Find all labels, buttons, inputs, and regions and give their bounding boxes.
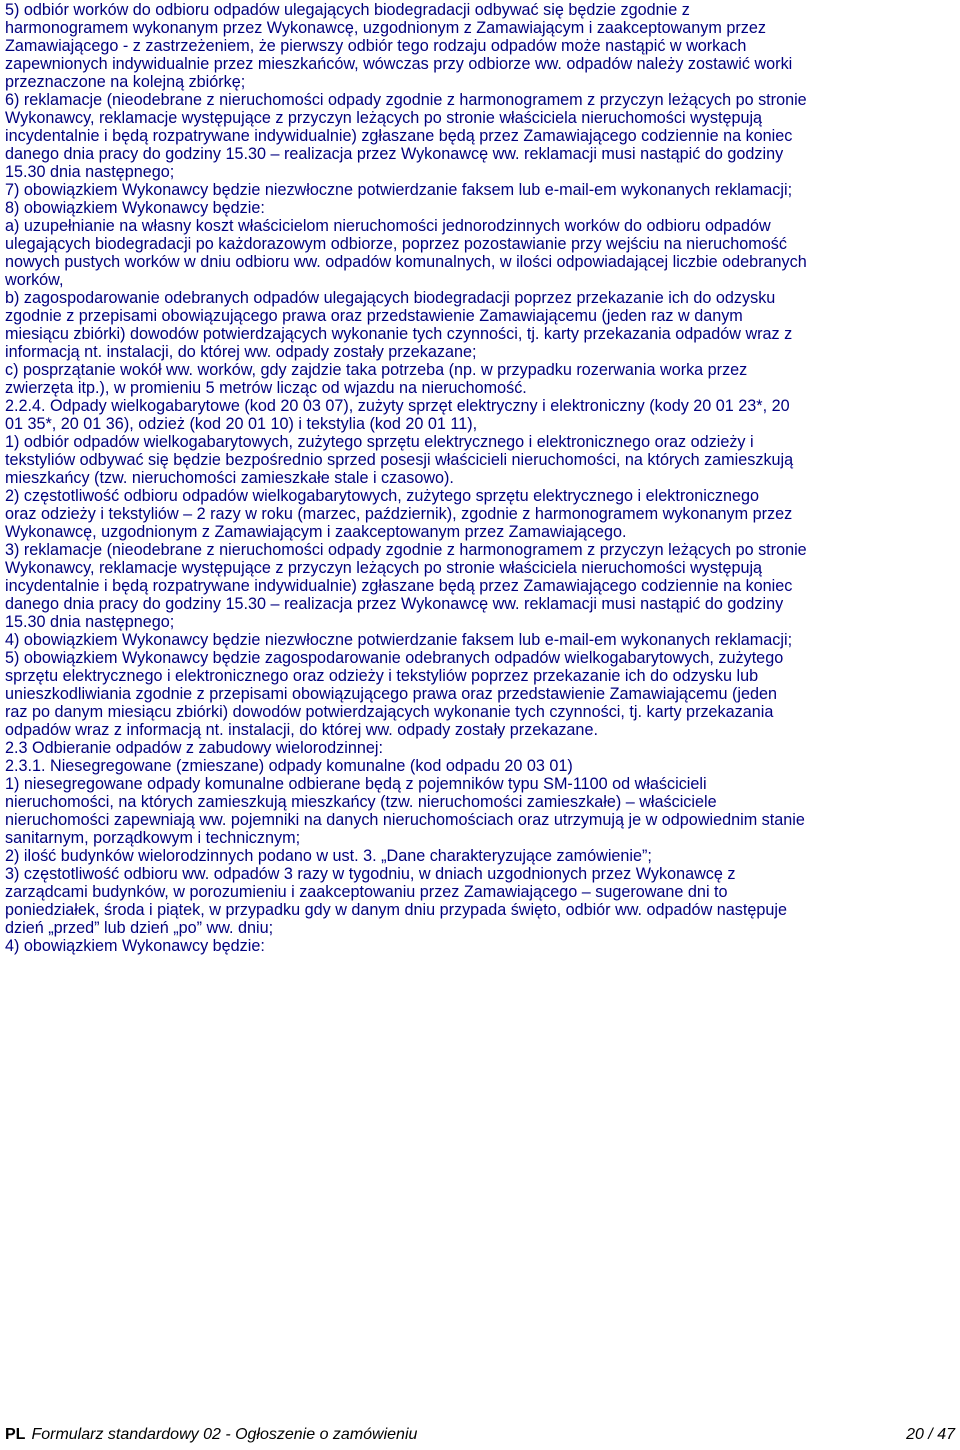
text-line: zwierzęta itp.), w promieniu 5 metrów licząc od wjazdu na nieruchomość.	[5, 379, 527, 397]
text-line: 2.2.4. Odpady wielkogabarytowe (kod 20 03 07), zużyty sprzęt elektryczny i elektroniczny (kody 20 01 23*, 20	[5, 397, 790, 415]
text-line: odpadów wraz z informacją nt. instalacji, do której ww. odpady zostały przekazane.	[5, 721, 598, 739]
text-line: miesiącu zbiórki) dowodów potwierdzających wykonanie tych czynności, tj. karty przekazania odpadów wraz z	[5, 325, 793, 343]
text-line: b) zagospodarowanie odebranych odpadów ulegających biodegradacji poprzez przekazanie ich do odzysku	[5, 289, 776, 307]
text-line: przeznaczone na kolejną zbiórkę;	[5, 73, 246, 91]
text-line: 4) obowiązkiem Wykonawcy będzie niezwłoczne potwierdzanie faksem lub e-mail-em wykonanych reklamacji;	[5, 631, 793, 649]
text-line: zapewnionych indywidualnie przez mieszkańców, wówczas przy odbiorze ww. odpadów należy zostawić worki	[5, 55, 793, 73]
text-line: danego dnia pracy do godziny 15.30 – realizacja przez Wykonawcę ww. reklamacji musi nastąpić do godziny	[5, 595, 784, 613]
text-line: zgodnie z przepisami obowiązującego prawa oraz przedstawienie Zamawiającemu (jeden raz w danym	[5, 307, 743, 325]
text-line: sprzętu elektrycznego i elektronicznego oraz odzieży i tekstyliów poprzez przekazanie ich do odzysku lub	[5, 667, 759, 685]
text-line: 5) obowiązkiem Wykonawcy będzie zagospodarowanie odebranych odpadów wielkogabarytowych, zużytego	[5, 649, 784, 667]
text-line: incydentalnie i będą rozpatrywane indywidualnie) zgłaszane będą przez Zamawiającego codziennie na koniec	[5, 577, 793, 595]
page-footer	[5, 1424, 955, 1446]
text-line: c) posprzątanie wokół ww. worków, gdy zajdzie taka potrzeba (np. w przypadku rozerwania worka przez	[5, 361, 748, 379]
text-line: 1) odbiór odpadów wielkogabarytowych, zużytego sprzętu elektrycznego i elektronicznego oraz odzieży i	[5, 433, 754, 451]
text-line: ulegających biodegradacji po każdorazowym odbiorze, poprzez pozostawianie przy wejściu na nieruchomość	[5, 235, 787, 253]
text-line: oraz odzieży i tekstyliów – 2 razy w roku (marzec, październik), zgodnie z harmonogramem wykonanym przez	[5, 505, 793, 523]
text-line: mieszkańcy (tzw. nieruchomości zamieszkałe stale i czasowo).	[5, 469, 454, 487]
text-line: nowych pustych worków w dniu odbioru ww. odpadów komunalnych, w ilości odpowiadającej liczbie odebranych	[5, 253, 807, 271]
text-line: 5) odbiór worków do odbioru odpadów ulegających biodegradacji odbywać się będzie zgodnie z	[5, 1, 690, 19]
text-line: 8) obowiązkiem Wykonawcy będzie:	[5, 199, 265, 217]
text-line: Wykonawcy, reklamacje występujące z przyczyn leżących po stronie właściciela nieruchomości występują	[5, 109, 763, 127]
document-body	[5, 1, 957, 955]
text-line: dzień „przed” lub dzień „po” ww. dniu;	[5, 919, 274, 937]
text-line: poniedziałek, środa i piątek, w przypadku gdy w danym dniu przypada święto, odbiór ww. odpadów następuje	[5, 901, 787, 919]
text-line: 2) ilość budynków wielorodzinnych podano w ust. 3. „Dane charakteryzujące zamówienie”;	[5, 847, 652, 865]
text-line: informacją nt. instalacji, do której ww. odpady zostały przekazane;	[5, 343, 477, 361]
text-line: zarządcami budynków, w porozumieniu i zaakceptowaniu przez Zamawiającego – sugerowane dni to	[5, 883, 728, 901]
text-line: raz po danym miesiącu zbiórki) dowodów potwierdzających wykonanie tych czynności, tj. karty przekazania	[5, 703, 774, 721]
section-heading: 2.3 Odbieranie odpadów z zabudowy wielorodzinnej:	[5, 739, 383, 757]
text-line: 6) reklamacje (nieodebrane z nieruchomości odpady zgodnie z harmonogramem z przyczyn leżących po stronie	[5, 91, 807, 109]
text-line: harmonogramem wykonanym przez Wykonawcę, uzgodnionym z Zamawiającym i zaakceptowanym przez	[5, 19, 766, 37]
text-line: 01 35*, 20 01 36), odzież (kod 20 01 10) i tekstylia (kod 20 01 11),	[5, 415, 478, 433]
footer-form-title: Formularz standardowy 02 - Ogłoszenie o zamówieniu	[31, 1426, 418, 1443]
footer-language: PL	[5, 1426, 26, 1443]
text-line: nieruchomości, na których zamieszkują mieszkańcy (tzw. nieruchomości zamieszkałe) – właściciele	[5, 793, 717, 811]
text-line: worków,	[5, 271, 64, 289]
text-line: 3) częstotliwość odbioru ww. odpadów 3 razy w tygodniu, w dniach uzgodnionych przez Wykonawcę z	[5, 865, 736, 883]
text-line: sanitarnym, porządkowym i technicznym;	[5, 829, 301, 847]
text-line: danego dnia pracy do godziny 15.30 – realizacja przez Wykonawcę ww. reklamacji musi nastąpić do godziny	[5, 145, 784, 163]
text-line: tekstyliów odbywać się będzie bezpośrednio sprzed posesji właścicieli nieruchomości, na których zamieszkują	[5, 451, 794, 469]
text-line: 15.30 dnia następnego;	[5, 613, 175, 631]
text-line: Wykonawcę, uzgodnionym z Zamawiającym i zaakceptowanym przez Zamawiającego.	[5, 523, 627, 541]
text-line: a) uzupełnianie na własny koszt właścicielom nieruchomości jednorodzinnych worków do odbioru odpadów	[5, 217, 771, 235]
section-heading: 2.3.1. Niesegregowane (zmieszane) odpady komunalne (kod odpadu 20 03 01)	[5, 757, 573, 775]
text-line: 3) reklamacje (nieodebrane z nieruchomości odpady zgodnie z harmonogramem z przyczyn leżących po stronie	[5, 541, 807, 559]
text-line: Zamawiającego - z zastrzeżeniem, że pierwszy odbiór tego rodzaju odpadów może nastąpić w workach	[5, 37, 747, 55]
text-line: incydentalnie i będą rozpatrywane indywidualnie) zgłaszane będą przez Zamawiającego codziennie na koniec	[5, 127, 793, 145]
text-line: nieruchomości zapewniają ww. pojemniki na danych nieruchomościach oraz utrzymują je w odpowiednim stanie	[5, 811, 805, 829]
text-line: Wykonawcy, reklamacje występujące z przyczyn leżących po stronie właściciela nieruchomości występują	[5, 559, 763, 577]
text-line: 1) niesegregowane odpady komunalne odbierane będą z pojemników typu SM-1100 od właścicieli	[5, 775, 707, 793]
text-line: 4) obowiązkiem Wykonawcy będzie:	[5, 937, 265, 955]
page-number: 20 / 47	[906, 1426, 955, 1443]
text-line: 7) obowiązkiem Wykonawcy będzie niezwłoczne potwierdzanie faksem lub e-mail-em wykonanych reklamacji;	[5, 181, 793, 199]
text-line: 2) częstotliwość odbioru odpadów wielkogabarytowych, zużytego sprzętu elektrycznego i elektronicznego	[5, 487, 760, 505]
text-line: unieszkodliwiania zgodnie z przepisami obowiązującego prawa oraz przedstawienie Zamawiającemu (jeden	[5, 685, 778, 703]
text-line: 15.30 dnia następnego;	[5, 163, 175, 181]
